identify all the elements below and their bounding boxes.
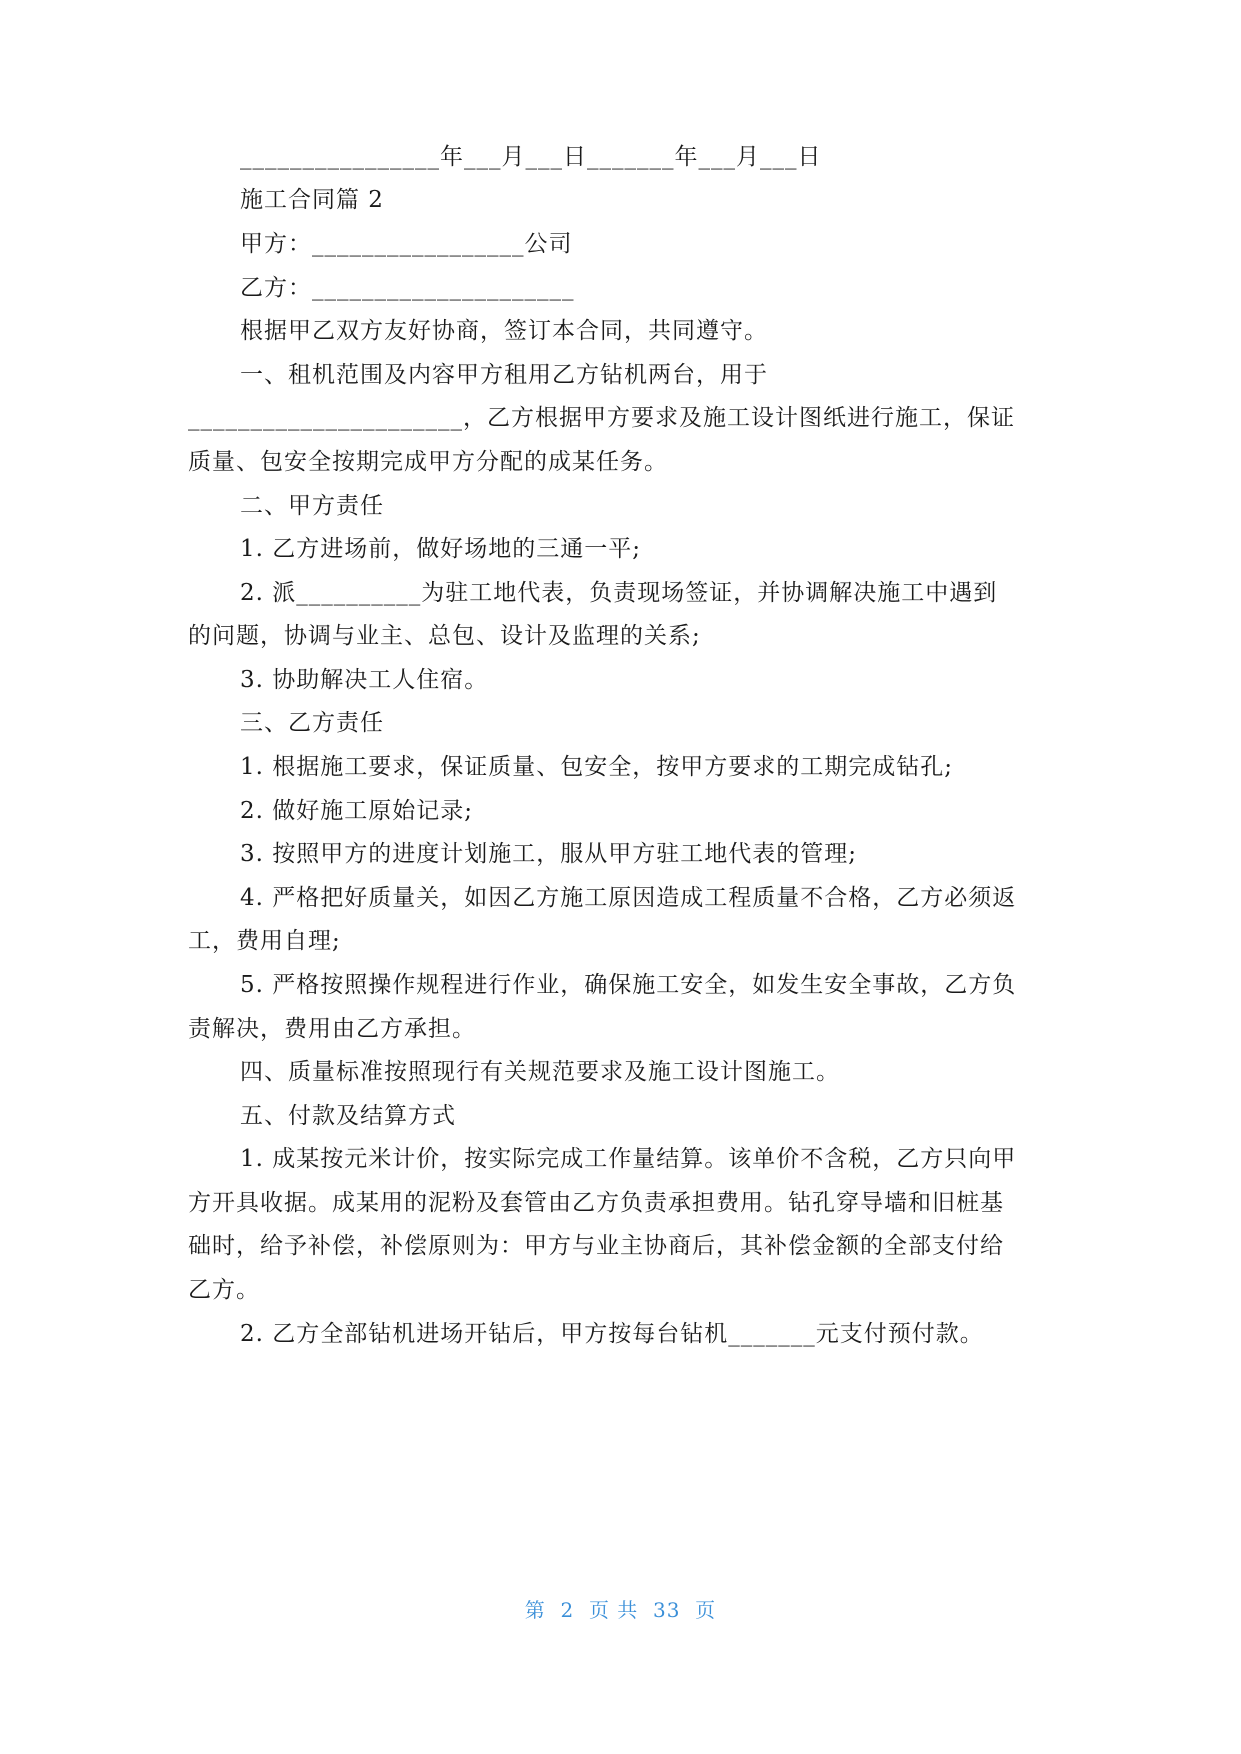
list-item: 3. 协助解决工人住宿。 [240, 667, 489, 693]
clause-heading: 三、乙方责任 [240, 710, 384, 736]
list-item: 2. 派__________为驻工地代表，负责现场签证，并协调解决施工中遇到 [240, 580, 998, 606]
paragraph-line: 的问题，协调与业主、总包、设计及监理的关系; [188, 623, 701, 649]
list-item: 1. 乙方进场前，做好场地的三通一平; [240, 536, 642, 562]
paragraph-line: 础时，给予补偿，补偿原则为：甲方与业主协商后，其补偿金额的全部支付给 [188, 1233, 1004, 1259]
paragraph-line: 工，费用自理; [188, 928, 341, 954]
list-item: 2. 乙方全部钻机进场开钻后，甲方按每台钻机_______元支付预付款。 [240, 1321, 984, 1347]
party-a-line: 甲方：_________________公司 [240, 231, 573, 257]
clause-heading: 四、质量标准按照现行有关规范要求及施工设计图施工。 [240, 1059, 840, 1085]
paragraph-line: 乙方。 [188, 1277, 260, 1303]
clause-heading: 五、付款及结算方式 [240, 1103, 456, 1129]
page-number-footer: 第 2 页 共 33 页 [524, 1598, 717, 1622]
section-title: 施工合同篇 2 [240, 187, 384, 213]
list-item: 1. 成某按元米计价，按实际完成工作量结算。该单价不含税，乙方只向甲 [240, 1146, 1017, 1172]
party-b-line: 乙方：_____________________ [240, 275, 575, 301]
list-item: 2. 做好施工原始记录; [240, 798, 474, 824]
list-item: 1. 根据施工要求，保证质量、包安全，按甲方要求的工期完成钻孔; [240, 754, 954, 780]
paragraph-line: 质量、包安全按期完成甲方分配的成某任务。 [188, 449, 668, 475]
list-item: 5. 严格按照操作规程进行作业，确保施工安全，如发生安全事故，乙方负 [240, 972, 1017, 998]
paragraph-line: 方开具收据。成某用的泥粉及套管由乙方负责承担费用。钻孔穿导墙和旧桩基 [188, 1190, 1004, 1216]
clause-heading: 一、租机范围及内容甲方租用乙方钻机两台，用于 [240, 362, 768, 388]
paragraph-line: 责解决，费用由乙方承担。 [188, 1016, 476, 1042]
clause-heading: 二、甲方责任 [240, 493, 384, 519]
list-item: 3. 按照甲方的进度计划施工，服从甲方驻工地代表的管理; [240, 841, 858, 867]
paragraph-line: ______________________，乙方根据甲方要求及施工设计图纸进行施工，保证 [188, 405, 1015, 431]
signature-date-line: ________________年___月___日_______年___月___日 [240, 144, 822, 170]
paragraph-line: 根据甲乙双方友好协商，签订本合同，共同遵守。 [240, 318, 768, 344]
list-item: 4. 严格把好质量关，如因乙方施工原因造成工程质量不合格，乙方必须返 [240, 885, 1017, 911]
